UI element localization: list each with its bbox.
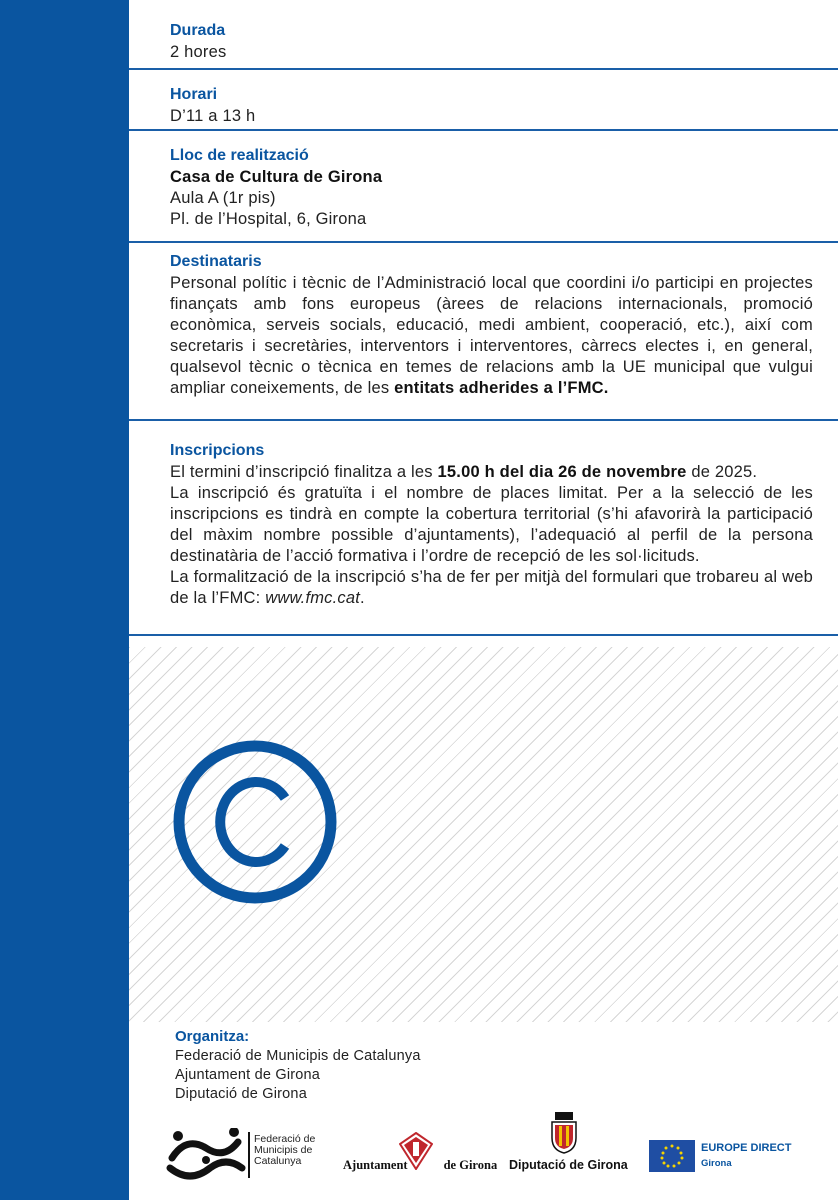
fmc-emblem-icon	[166, 1128, 246, 1180]
organitza-block	[175, 1027, 421, 1104]
fmc-logo-line: Catalunya	[254, 1155, 302, 1167]
section-durada	[129, 20, 838, 70]
diputacio-crest-icon	[549, 1112, 579, 1154]
section-horari	[129, 84, 838, 131]
diputacio-logo-text: Diputació de Girona	[509, 1158, 628, 1172]
organitza-item: Ajuntament de Girona	[175, 1067, 321, 1083]
hatched-panel	[129, 647, 838, 1022]
europe-direct-city: Girona	[701, 1158, 732, 1169]
destinataris-body: Personal polític i tècnic de l’Administració local que coordini i/o participi en projectes finançats amb fons europeus (àrees de relacions internacionals, promoció econòmica, serveis socials, educació, medi ambient, cooperació, etc.), així com secretaris i secretàries, interventors i interventores, càrrecs electes i, en general, qualsevol tècnic o tècnica en temes de relacions amb la UE municipal que vulgui ampliar coneixements, de les	[170, 274, 813, 397]
inscripcions-p1-a: El termini d’inscripció finalitza a les	[170, 463, 433, 481]
lloc-place: Casa de Cultura de Girona	[170, 168, 383, 186]
blue-sidebar	[0, 0, 129, 1200]
inscripcions-p1	[170, 462, 838, 483]
europe-direct-title: EUROPE DIRECT	[701, 1142, 792, 1154]
ajuntament-girona-logo	[339, 1110, 498, 1178]
ajuntament-girona-word: de Girona	[443, 1158, 498, 1172]
horari-title: Horari	[170, 86, 218, 103]
europe-direct-logo	[649, 1140, 829, 1174]
inscripcions-title: Inscripcions	[170, 442, 265, 459]
diputacio-girona-logo	[509, 1110, 628, 1178]
durada-text: 2 hores	[170, 43, 227, 61]
organitza-item: Diputació de Girona	[175, 1086, 307, 1102]
eu-flag-icon	[649, 1140, 695, 1172]
fmc-logo-line: Federació de	[254, 1133, 316, 1145]
inscripcions-p3-b: .	[360, 589, 365, 607]
ajuntament-logo-text	[343, 1158, 497, 1173]
section-inscripcions	[129, 440, 838, 636]
fmc-website-link[interactable]: www.fmc.cat	[265, 589, 361, 607]
ajuntament-word: Ajuntament	[343, 1158, 408, 1172]
copyright-icon	[173, 740, 337, 904]
destinataris-title: Destinataris	[170, 253, 262, 270]
inscripcions-p1-b: de 2025.	[691, 463, 758, 481]
inscripcions-p3-a: La formalització de la inscripció s’ha de fer per mitjà del formulari que trobareu al web de la l’FMC:	[170, 568, 813, 607]
inscripcions-deadline: 15.00 h del dia 26 de novembre	[437, 463, 687, 481]
destinataris-bold: entitats adherides a l’FMC.	[394, 379, 609, 397]
lloc-address: Pl. de l’Hospital, 6, Girona	[170, 210, 367, 228]
inscripcions-p3	[170, 567, 838, 609]
fmc-logo-text	[254, 1134, 315, 1167]
fmc-logo	[166, 1128, 326, 1183]
fmc-logo-line: Municipis de	[254, 1144, 313, 1156]
section-destinataris	[129, 251, 838, 421]
section-lloc	[129, 145, 838, 243]
destinataris-text	[170, 273, 838, 399]
lloc-room: Aula A (1r pis)	[170, 189, 276, 207]
lloc-title: Lloc de realització	[170, 147, 309, 164]
organitza-item: Federació de Municipis de Catalunya	[175, 1048, 421, 1064]
inscripcions-p2: La inscripció és gratuïta i el nombre de places limitat. Per a la selecció de les inscripcions es tindrà en compte la cobertura territorial (s’hi afavorirà la participació del màxim nombre possible d’ajuntaments), l’adequació al perfil de la persona destinatària de l’acció formativa i l’ordre de recepció de les sol·licituds.	[170, 484, 813, 565]
durada-title: Durada	[170, 22, 226, 39]
logos-row	[129, 1110, 838, 1200]
horari-text: D’11 a 13 h	[170, 107, 256, 125]
organitza-title: Organitza:	[175, 1028, 250, 1045]
